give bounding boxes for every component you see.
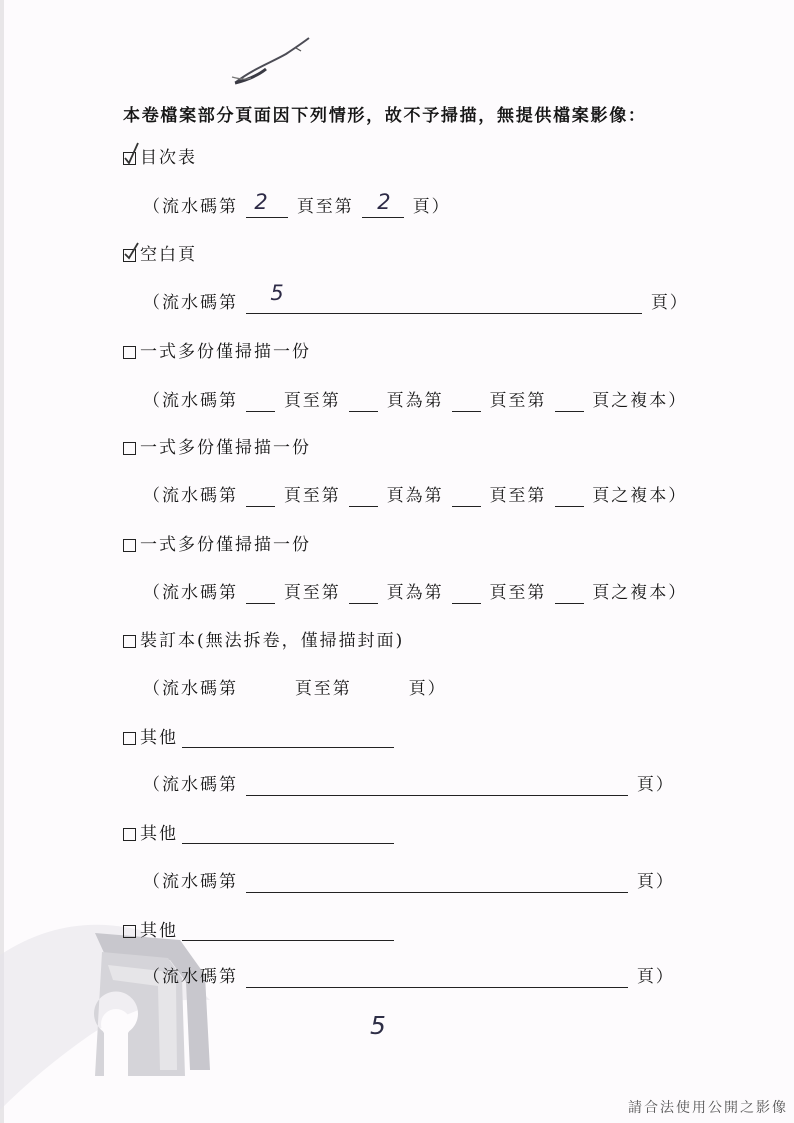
other-option-3[interactable] <box>123 920 395 942</box>
serial-label: （流水碼第 <box>143 583 238 603</box>
toc-label: 目次表 <box>140 148 197 168</box>
copy-label: 一式多份僅掃描一份 <box>140 535 311 555</box>
toc-to-value: 2 <box>377 190 393 214</box>
copy-to-field[interactable] <box>349 393 378 412</box>
page-end-label: 頁） <box>636 967 675 987</box>
copy-end-label: 頁之複本） <box>592 583 688 603</box>
binding-label: 裝訂本(無法拆卷，僅掃描封面) <box>140 631 405 651</box>
copy-to-field[interactable] <box>349 488 378 507</box>
to-label: 頁至第 <box>283 391 341 411</box>
copy-from-field[interactable] <box>246 585 275 604</box>
serial-label: （流水碼第 <box>143 486 238 506</box>
blank-page-range <box>143 281 689 314</box>
copy-end-label: 頁之複本） <box>592 486 688 506</box>
checkbox-icon[interactable] <box>123 442 136 455</box>
original-to-field[interactable] <box>555 488 584 507</box>
page-end-label: 頁） <box>408 679 447 699</box>
binding-range <box>143 678 447 700</box>
other-option-2[interactable] <box>123 823 395 845</box>
checkbox-icon[interactable] <box>123 249 136 262</box>
blank-page-label: 空白頁 <box>140 245 197 265</box>
checkbox-icon[interactable] <box>123 635 136 648</box>
other-range-2 <box>143 871 675 893</box>
scribble-mark-icon <box>228 34 316 92</box>
checkmark-icon <box>123 142 142 166</box>
copy-option-3[interactable] <box>123 534 311 556</box>
original-to-field[interactable] <box>555 393 584 412</box>
checkbox-icon[interactable] <box>123 925 136 938</box>
to-label: 頁至第 <box>489 583 547 603</box>
copy-from-field[interactable] <box>246 393 275 412</box>
copy-range-1 <box>143 390 687 412</box>
to-label: 頁至第 <box>489 391 547 411</box>
toc-range <box>143 190 451 218</box>
original-from-field[interactable] <box>452 585 481 604</box>
blank-page-option[interactable] <box>123 244 197 266</box>
other-page-field[interactable] <box>246 969 628 988</box>
original-from-field[interactable] <box>452 393 481 412</box>
copy-range-3 <box>143 582 687 604</box>
as-label: 頁為第 <box>386 486 444 506</box>
page-end-label: 頁） <box>412 197 451 217</box>
other-label: 其他 <box>140 728 178 748</box>
other-option-1[interactable] <box>123 727 395 749</box>
blank-page-field[interactable] <box>246 281 642 314</box>
serial-label: （流水碼第 <box>143 872 238 892</box>
handwritten-page-number: 5 <box>370 1011 386 1040</box>
original-to-field[interactable] <box>555 585 584 604</box>
page-end-label: 頁） <box>636 775 675 795</box>
copy-from-field[interactable] <box>246 488 275 507</box>
other-range-1 <box>143 774 675 796</box>
toc-from-value: 2 <box>254 190 270 214</box>
to-label: 頁至第 <box>489 486 547 506</box>
copy-end-label: 頁之複本） <box>592 391 688 411</box>
footer-note: 請合法使用公開之影像 <box>628 1100 788 1116</box>
toc-option[interactable] <box>123 147 197 169</box>
other-label: 其他 <box>140 824 178 844</box>
other-detail-field[interactable] <box>182 729 394 748</box>
other-page-field[interactable] <box>246 874 628 893</box>
checkbox-icon[interactable] <box>123 732 136 745</box>
copy-option-2[interactable] <box>123 437 311 459</box>
page-end-label: 頁） <box>636 872 675 892</box>
checkbox-icon[interactable] <box>123 346 136 359</box>
as-label: 頁為第 <box>386 391 444 411</box>
other-detail-field[interactable] <box>182 922 394 941</box>
serial-label: （流水碼第 <box>143 679 238 699</box>
to-label: 頁至第 <box>294 679 352 699</box>
checkmark-icon <box>123 239 142 263</box>
binding-option[interactable] <box>123 630 404 652</box>
copy-range-2 <box>143 485 687 507</box>
checkbox-icon[interactable] <box>123 539 136 552</box>
copy-label: 一式多份僅掃描一份 <box>140 438 311 458</box>
other-range-3 <box>143 966 675 988</box>
toc-to-field[interactable] <box>362 190 404 218</box>
as-label: 頁為第 <box>386 583 444 603</box>
blank-page-value: 5 <box>270 281 286 305</box>
serial-label: （流水碼第 <box>143 197 238 217</box>
page-end-label: 頁） <box>650 293 689 313</box>
copy-to-field[interactable] <box>349 585 378 604</box>
copy-label: 一式多份僅掃描一份 <box>140 342 311 362</box>
checkbox-icon[interactable] <box>123 152 136 165</box>
serial-label: （流水碼第 <box>143 775 238 795</box>
serial-label: （流水碼第 <box>143 967 238 987</box>
to-label: 頁至第 <box>296 197 354 217</box>
checkbox-icon[interactable] <box>123 828 136 841</box>
other-label: 其他 <box>140 921 178 941</box>
to-label: 頁至第 <box>283 583 341 603</box>
toc-from-field[interactable] <box>246 190 288 218</box>
copy-option-1[interactable] <box>123 341 311 363</box>
to-label: 頁至第 <box>283 486 341 506</box>
serial-label: （流水碼第 <box>143 391 238 411</box>
document-heading: 本卷檔案部分頁面因下列情形，故不予掃描，無提供檔案影像： <box>123 106 647 126</box>
original-from-field[interactable] <box>452 488 481 507</box>
serial-label: （流水碼第 <box>143 293 238 313</box>
other-page-field[interactable] <box>246 777 628 796</box>
other-detail-field[interactable] <box>182 825 394 844</box>
